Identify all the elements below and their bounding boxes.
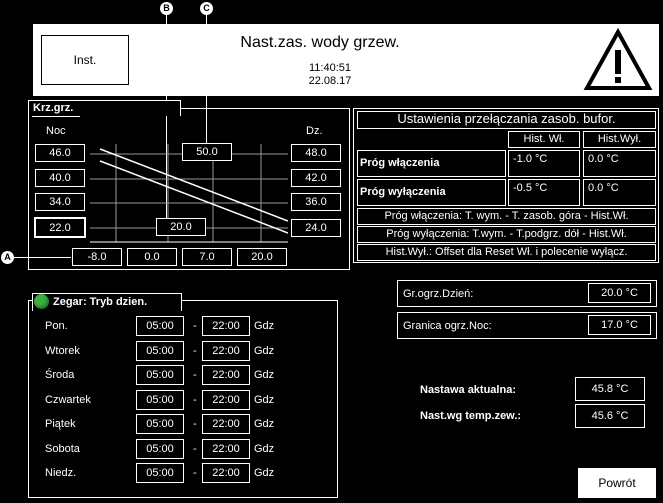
buffer-row1-v2[interactable]: 0.0 °C	[583, 150, 656, 177]
clock-separator: -	[193, 369, 197, 381]
buffer-row1-v1[interactable]: -1.0 °C	[508, 150, 580, 177]
clock-to-time[interactable]: 22:00	[202, 414, 250, 434]
outdoor-setpoint-value: 45.6 °C	[575, 404, 645, 428]
day-limit-value[interactable]: 20.0 °C	[588, 283, 651, 303]
clock-from-time[interactable]: 05:00	[136, 439, 184, 459]
clock-separator: -	[193, 345, 197, 357]
outdoor-value-4[interactable]: 20.0	[237, 248, 287, 266]
day-value-3[interactable]: 36.0	[291, 193, 341, 211]
clock-separator: -	[193, 394, 197, 406]
clock-separator: -	[193, 320, 197, 332]
day-limit-label: Gr.ogrz.Dzień:	[403, 288, 474, 300]
buffer-col2: Hist.Wył.	[597, 133, 642, 145]
buffer-row2-label: Próg wyłączenia	[360, 186, 446, 198]
clock-from-time[interactable]: 05:00	[136, 365, 184, 385]
heating-curve-title-underline	[32, 116, 80, 117]
curve-bottom-value[interactable]: 20.0	[156, 218, 206, 236]
clock-from-time[interactable]: 05:00	[136, 341, 184, 361]
night-value-3[interactable]: 34.0	[35, 193, 85, 211]
clock-from-time[interactable]: 05:00	[136, 390, 184, 410]
clock-unit: Gdz	[254, 345, 275, 357]
inst-button[interactable]: Inst.	[41, 35, 129, 85]
day-label: Dz.	[306, 125, 323, 137]
buffer-col1: Hist. Wł.	[523, 133, 565, 145]
night-value-1[interactable]: 46.0	[35, 144, 85, 162]
warning-triangle-icon	[583, 28, 653, 92]
clock-to-time[interactable]: 22:00	[202, 365, 250, 385]
night-label: Noc	[46, 125, 66, 137]
buffer-note-1: Próg włączenia: T. wym. - T. zasob. góra - Hist.Wł.	[357, 208, 656, 225]
day-value-1[interactable]: 48.0	[291, 144, 341, 162]
outdoor-value-1[interactable]: -8.0	[72, 248, 122, 266]
heating-curve-title: Krz.grz.	[33, 102, 74, 114]
night-value-2[interactable]: 40.0	[35, 169, 85, 187]
clock-day-label: Niedz.	[45, 467, 77, 479]
clock-unit: Gdz	[254, 467, 275, 479]
callout-a: A	[1, 251, 14, 264]
curve-top-value[interactable]: 50.0	[182, 143, 232, 161]
night-limit-label: Granica ogrz.Noc:	[403, 320, 492, 332]
clock-day-label: Pon.	[45, 320, 68, 332]
buffer-note-3: Hist.Wył.: Offset dla Reset Wł. i polecenie wyłącz.	[357, 244, 656, 261]
clock-day-label: Środa	[45, 369, 75, 381]
clock-day-label: Czwartek	[45, 394, 91, 406]
clock-separator: -	[193, 467, 197, 479]
outdoor-value-3[interactable]: 7.0	[182, 248, 232, 266]
clock-to-time[interactable]: 22:00	[202, 463, 250, 483]
clock-day-label: Wtorek	[45, 345, 80, 357]
clock-unit: Gdz	[254, 418, 275, 430]
clock-to-time[interactable]: 22:00	[202, 439, 250, 459]
buffer-row2-v1[interactable]: -0.5 °C	[508, 179, 580, 206]
outdoor-setpoint-label: Nast.wg temp.zew.:	[420, 410, 522, 422]
clock-title: Zegar: Tryb dzien.	[53, 296, 148, 308]
callout-c: C	[200, 2, 213, 15]
clock-from-time[interactable]: 05:00	[136, 414, 184, 434]
clock-from-time[interactable]: 05:00	[136, 316, 184, 336]
buffer-title: Ustawienia przełączania zasob. bufor.	[397, 111, 616, 126]
day-value-2[interactable]: 42.0	[291, 169, 341, 187]
status-indicator-icon	[34, 294, 49, 309]
buffer-row2-v2[interactable]: 0.0 °C	[583, 179, 656, 206]
clock-unit: Gdz	[254, 443, 275, 455]
clock-separator: -	[193, 443, 197, 455]
buffer-note-2: Próg wyłączenia: T.wym. - T.podgrz. dół - Hist.Wł.	[357, 226, 656, 243]
callout-b: B	[160, 2, 173, 15]
clock-day-label: Piątek	[45, 418, 76, 430]
back-button[interactable]: Powrót	[578, 468, 656, 498]
day-value-4[interactable]: 24.0	[291, 219, 341, 237]
page-title: Nast.zas. wody grzew.	[240, 34, 400, 51]
clock-unit: Gdz	[254, 320, 275, 332]
clock-day-label: Sobota	[45, 443, 80, 455]
clock-unit: Gdz	[254, 369, 275, 381]
night-limit-value[interactable]: 17.0 °C	[588, 315, 651, 335]
outdoor-value-2[interactable]: 0.0	[127, 248, 177, 266]
clock-to-time[interactable]: 22:00	[202, 316, 250, 336]
buffer-row1-label: Próg włączenia	[360, 157, 440, 169]
clock-to-time[interactable]: 22:00	[202, 341, 250, 361]
clock-time: 11:40:51	[308, 62, 351, 74]
current-setpoint-label: Nastawa aktualna:	[420, 384, 516, 396]
clock-to-time[interactable]: 22:00	[202, 390, 250, 410]
clock-separator: -	[193, 418, 197, 430]
night-value-4[interactable]: 22.0	[34, 217, 86, 238]
clock-from-time[interactable]: 05:00	[136, 463, 184, 483]
clock-unit: Gdz	[254, 394, 275, 406]
current-setpoint-value: 45.8 °C	[575, 377, 645, 401]
clock-date: 22.08.17	[308, 75, 352, 87]
